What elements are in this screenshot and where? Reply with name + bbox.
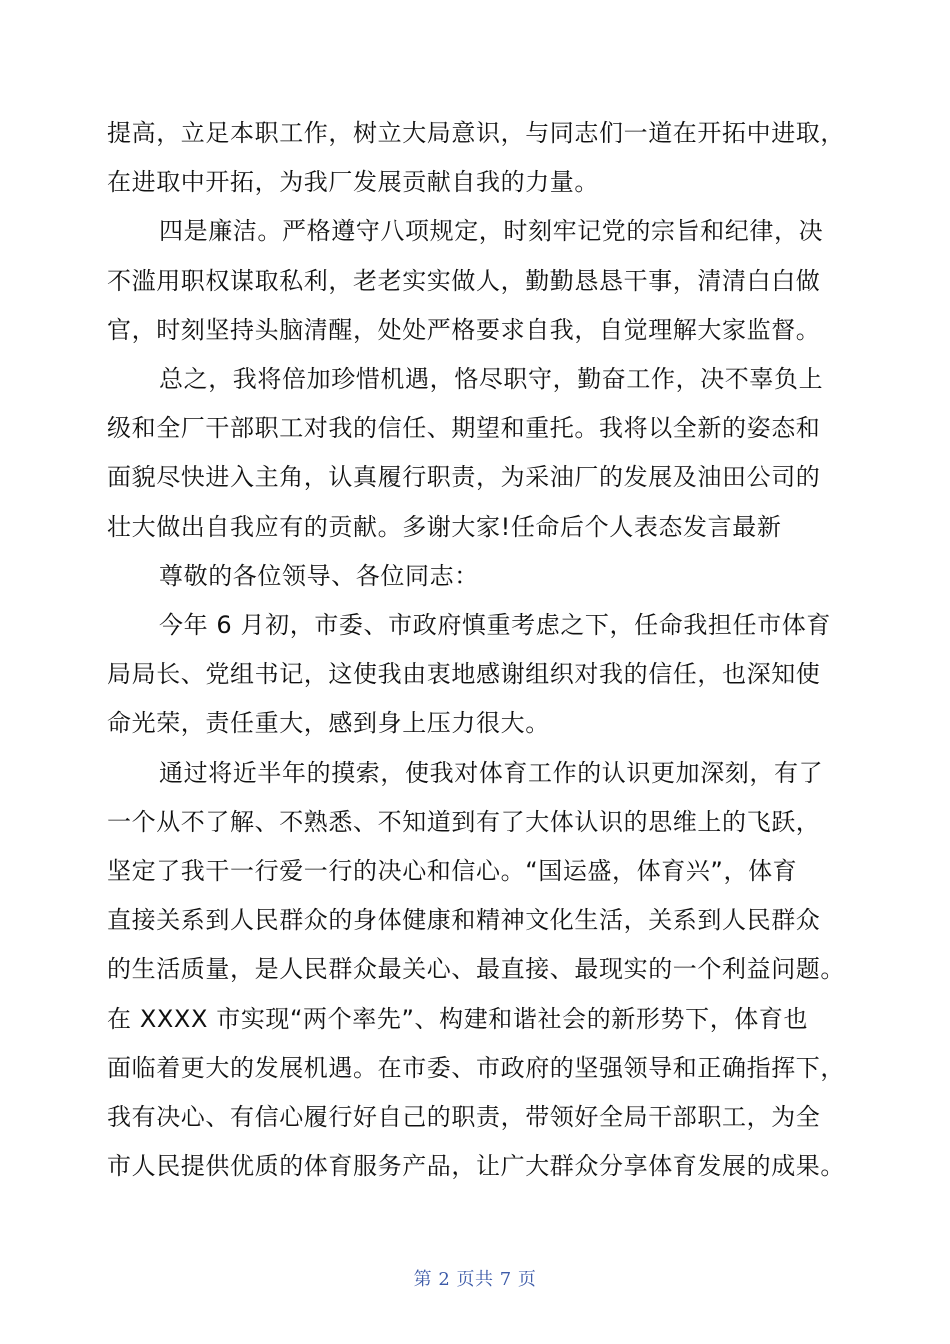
salutation xyxy=(107,552,835,601)
paragraph-3 xyxy=(107,355,835,552)
text-line: 通过将近半年的摸索，使我对体育工作的认识更加深刻，有了 xyxy=(159,758,824,787)
paragraph-2 xyxy=(107,207,835,355)
paragraph-1 xyxy=(107,109,845,207)
document-body xyxy=(107,109,845,1191)
text-line: 的生活质量，是人民群众最关心、最直接、最现实的一个利益问题。 xyxy=(107,955,845,984)
text-line: 命光荣，责任重大，感到身上压力很大。 xyxy=(107,709,550,738)
text-line: 我有决心、有信心履行好自己的职责，带领好全局干部职工，为全 xyxy=(107,1103,821,1132)
text-line: 直接关系到人民群众的身体健康和精神文化生活，关系到人民群众 xyxy=(107,906,821,935)
text-line: 面临着更大的发展机遇。在市委、市政府的坚强领导和正确指挥下， xyxy=(107,1053,845,1082)
text-line: 提高，立足本职工作，树立大局意识，与同志们一道在开拓中进取， xyxy=(107,119,845,147)
text-line: 市人民提供优质的体育服务产品，让广大群众分享体育发展的成果。 xyxy=(107,1152,845,1181)
text-line: 不滥用职权谋取私利，老老实实做人，勤勤恳恳干事，清清白白做 xyxy=(107,266,821,295)
text-line: 官，时刻坚持头脑清醒，处处严格要求自我，自觉理解大家监督。 xyxy=(107,315,821,344)
text-line: 尊敬的各位领导、各位同志： xyxy=(159,561,479,590)
text-line: 总之，我将倍加珍惜机遇，恪尽职守，勤奋工作，决不辜负上 xyxy=(159,365,824,394)
text-line: 坚定了我干一行爱一行的决心和信心。“国运盛，体育兴”，体育 xyxy=(107,857,798,886)
text-line: 局局长、党组书记，这使我由衷地感谢组织对我的信任，也深知使 xyxy=(107,660,821,689)
text-line: 今年 6 月初，市委、市政府慎重考虑之下，任命我担任市体育 xyxy=(159,611,831,640)
text-line: 一个从不了解、不熟悉、不知道到有了大体认识的思维上的飞跃， xyxy=(107,807,821,836)
text-line: 在进取中开拓，为我厂发展贡献自我的力量。 xyxy=(107,168,599,197)
paragraph-5 xyxy=(107,749,845,1192)
text-line: 四是廉洁。严格遵守八项规定，时刻牢记党的宗旨和纪律，决 xyxy=(159,217,824,246)
paragraph-4 xyxy=(107,601,835,749)
text-line: 壮大做出自我应有的贡献。多谢大家!任命后个人表态发言最新 xyxy=(107,512,782,541)
text-line: 在 XXXX 市实现“两个率先”、构建和谐社会的新形势下，体育也 xyxy=(107,1004,809,1033)
page-indicator: 第 2 页共 7 页 xyxy=(413,1269,537,1290)
text-line: 级和全厂干部职工对我的信任、期望和重托。我将以全新的姿态和 xyxy=(107,414,821,443)
text-line: 面貌尽快进入主角，认真履行职责，为采油厂的发展及油田公司的 xyxy=(107,463,821,492)
